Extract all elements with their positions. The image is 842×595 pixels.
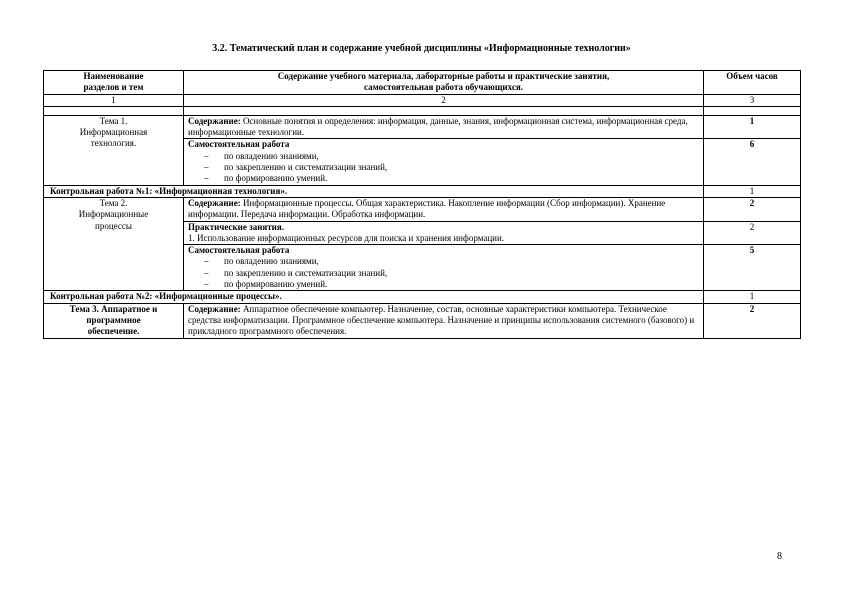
topic2-content-text: Информационные процессы. Общая характеристика. Накопление информации (Сбор информации). Хранение информации. Передача информации. Обработка информации. bbox=[188, 197, 666, 220]
header-col-topics bbox=[44, 71, 184, 95]
dash-bullet: – bbox=[204, 256, 209, 267]
topic3-content-hours: 2 bbox=[704, 303, 801, 338]
header-col-content-line1: Содержание учебного материала, лабораторные работы и практические занятия, bbox=[277, 71, 610, 81]
dash-bullet: – bbox=[204, 162, 209, 173]
thematic-plan-table bbox=[43, 70, 801, 339]
topic3-name-line2: программное bbox=[86, 314, 141, 325]
topic2-self-work bbox=[184, 245, 704, 291]
topic2-name bbox=[44, 197, 184, 290]
topic1-self-work-label: Самостоятельная работа bbox=[188, 139, 290, 150]
list-item bbox=[188, 162, 699, 173]
topic3-name-line3: обеспечение. bbox=[87, 326, 140, 337]
topic2-practice-hours: 2 bbox=[704, 221, 801, 245]
topic1-self-work-hours: 6 bbox=[704, 139, 801, 185]
topic1-name-line2: Информационная bbox=[79, 127, 148, 138]
topic2-self-work-hours: 5 bbox=[704, 245, 801, 291]
control1-row bbox=[44, 185, 801, 197]
header-col-content-line2: самостоятельная работа обучающихся. bbox=[364, 82, 523, 93]
header-col-hours: Объем часов bbox=[704, 71, 801, 95]
topic2-content-label: Содержание: bbox=[188, 197, 241, 208]
topic2-practice-label: Практические занятия. bbox=[188, 221, 284, 232]
dash-bullet: – bbox=[204, 173, 209, 184]
empty-cell bbox=[704, 106, 801, 115]
topic2-practice-text: 1. Использование информационных ресурсов для поиска и хранения информации. bbox=[188, 232, 505, 243]
topic3-name-line1: Тема 3. Аппаратное и bbox=[69, 303, 158, 314]
dash-bullet: – bbox=[204, 267, 209, 278]
list-item-text: по закреплению и систематизации знаний, bbox=[224, 162, 388, 173]
list-item bbox=[188, 279, 699, 290]
dash-bullet: – bbox=[204, 150, 209, 161]
topic3-content-text: Аппаратное обеспечение компьютер. Назначение, состав, основные характеристики компьютера. Техническое средства информатизации. Программное обеспечение компьютера. Назначение и принципы использования системного (базового) и прикладного программного обеспечения. bbox=[188, 303, 695, 337]
topic2-content-hours: 2 bbox=[704, 197, 801, 221]
topic2-content-row bbox=[44, 197, 801, 221]
topic1-content bbox=[184, 115, 704, 139]
topic2-self-work-list bbox=[188, 256, 699, 290]
page-number: 8 bbox=[777, 551, 782, 562]
topic2-self-work-label: Самостоятельная работа bbox=[188, 245, 290, 256]
topic1-self-work bbox=[184, 139, 704, 185]
dash-bullet: – bbox=[204, 279, 209, 290]
topic1-name bbox=[44, 115, 184, 185]
topic1-name-line1: Тема 1. bbox=[99, 115, 128, 126]
topic1-name-line3: технология. bbox=[90, 138, 137, 149]
topic2-name-line3: процессы bbox=[95, 220, 132, 231]
control2-row bbox=[44, 291, 801, 303]
topic1-content-hours: 1 bbox=[704, 115, 801, 139]
topic3-content-label: Содержание: bbox=[188, 303, 241, 314]
list-item bbox=[188, 151, 699, 162]
topic1-content-row bbox=[44, 115, 801, 139]
column-number-row bbox=[44, 94, 801, 106]
list-item bbox=[188, 173, 699, 184]
control2-hours: 1 bbox=[704, 291, 801, 303]
list-item bbox=[188, 256, 699, 267]
topic1-content-label: Содержание: bbox=[188, 115, 241, 126]
column-number-1: 1 bbox=[44, 94, 184, 106]
list-item-text: по формированию умений. bbox=[224, 173, 328, 184]
topic2-name-line2: Информационные bbox=[78, 209, 149, 220]
list-item-text: по овладению знаниями, bbox=[224, 150, 319, 161]
header-col-topics-line2: разделов и тем bbox=[83, 82, 144, 93]
control1-hours: 1 bbox=[704, 185, 801, 197]
topic3-name bbox=[44, 303, 184, 338]
page-title: 3.2. Тематический план и содержание учебной дисциплины «Информационные технологии» bbox=[212, 43, 631, 54]
topic1-content-text: Основные понятия и определения: информация, данные, знания, информационная система, информационная среда, информационные технологии. bbox=[188, 115, 688, 138]
column-number-2: 2 bbox=[184, 94, 704, 106]
topic2-content bbox=[184, 197, 704, 221]
control1-text: Контрольная работа №1: «Информационная технология». bbox=[44, 185, 704, 197]
header-row bbox=[44, 71, 801, 95]
empty-row bbox=[44, 106, 801, 115]
column-number-3: 3 bbox=[704, 94, 801, 106]
header-col-content bbox=[184, 71, 704, 95]
control2-text: Контрольная работа №2: «Информационные процессы». bbox=[44, 291, 704, 303]
topic2-name-line1: Тема 2. bbox=[99, 197, 128, 208]
topic1-self-work-list bbox=[188, 151, 699, 185]
empty-cell bbox=[44, 106, 184, 115]
topic3-content bbox=[184, 303, 704, 338]
empty-cell bbox=[184, 106, 704, 115]
topic2-practice bbox=[184, 221, 704, 245]
list-item bbox=[188, 268, 699, 279]
list-item-text: по овладению знаниями, bbox=[224, 256, 319, 267]
header-col-topics-line1: Наименование bbox=[83, 71, 144, 81]
topic3-content-row bbox=[44, 303, 801, 338]
list-item-text: по формированию умений. bbox=[224, 279, 328, 290]
list-item-text: по закреплению и систематизации знаний, bbox=[224, 267, 388, 278]
